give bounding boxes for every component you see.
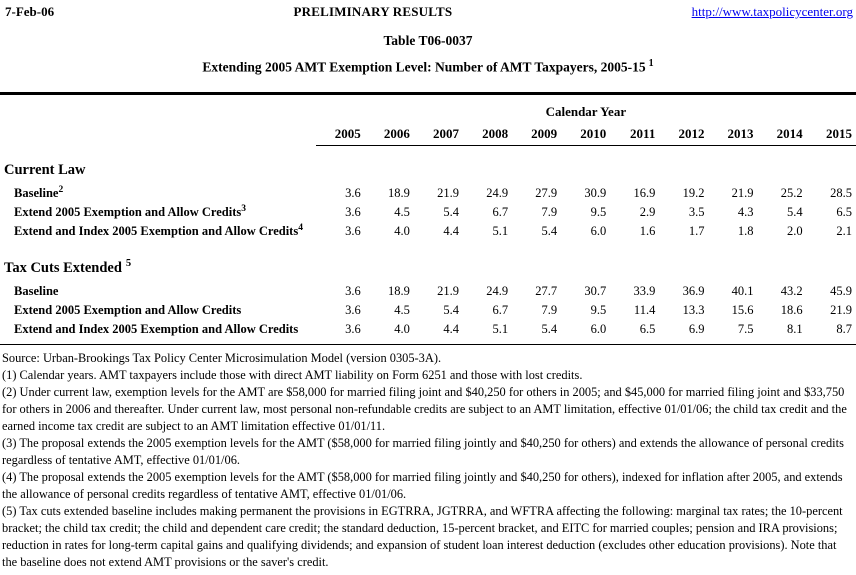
table-number: Table T06-0037 [383,33,473,48]
value-cell: 4.0 [394,321,410,336]
value-cell: 21.9 [437,283,459,298]
value-cell: 15.6 [731,302,754,317]
row-label-text: Extend and Index 2005 Exemption and Allow Credits [14,321,299,336]
calendar-year-header: Calendar Year [545,103,627,119]
value-cell: 3.5 [688,204,705,219]
year-header: 2015 [807,126,856,146]
value-cell: 7.5 [737,321,754,336]
value-cell: 3.6 [345,223,361,238]
value-cell: 1.7 [688,223,705,238]
year-header: 2009 [512,126,561,146]
value-cell: 5.4 [541,321,558,336]
table-row [0,220,856,239]
value-cell: 18.9 [388,283,410,298]
year-header: 2008 [463,126,512,146]
table-row [0,201,856,220]
spacer-row [0,239,856,255]
section-header-tax-cuts-extended [0,255,856,280]
value-cell: 18.6 [780,302,803,317]
year-header: 2005 [316,126,365,146]
value-cell: 27.7 [535,283,558,298]
year-header: 2011 [610,126,659,146]
value-cell: 4.5 [394,204,410,219]
value-cell: 25.2 [780,185,803,200]
value-cell: 8.7 [836,321,852,336]
footnote-5: (5) Tax cuts extended baseline includes making permanent the provisions in EGTRRA, JGTRRA, and WFTRA affecting the following: marginal tax rates; the 10-percent bracket; the child tax credit; the child and dependent care credit; the standard deduction, 15-percent bracket, and EITC for married couples; pension and IRA provisions; reduction in rates for long-term capital gains and qualifying dividends; and expansion of student loan interest deduction (excludes other education provisions). Note that the baseline does not extend AMT provisions or the saver's credit. [2,503,843,569]
year-header: 2010 [561,126,610,146]
value-cell: 36.9 [682,283,705,298]
row-label [0,299,316,318]
value-cell: 28.5 [830,185,852,200]
table-row [0,318,856,337]
table-row [0,182,856,201]
spacer-row [0,145,856,157]
value-cell: 4.0 [394,223,410,238]
value-cell: 21.9 [437,185,459,200]
value-cell: 5.4 [787,204,803,219]
value-cell: 3.6 [345,302,361,317]
value-cell: 33.9 [633,283,656,298]
footnote-2: (2) Under current law, exemption levels for the AMT are $58,000 for married filing joint and $40,250 for others in 2005; and $45,000 for married filing joint and $33,750 for others in 2006 and thereafter. Under current law, most personal non-refundable credits are subject to an AMT limitation, effective 01/01/06; the child tax credit and the earned income tax credit are subject to an AMT limitation effective 01/01/11. [2,384,847,433]
value-cell: 30.7 [584,283,607,298]
value-cell: 40.1 [731,283,754,298]
year-header: 2014 [758,126,807,146]
empty-cell [0,95,316,126]
value-cell: 6.7 [492,302,509,317]
footnotes [0,345,856,571]
value-cell: 16.9 [633,185,656,200]
table-row [0,299,856,318]
year-header: 2007 [414,126,463,146]
value-cell: 2.1 [836,223,852,238]
table-row [0,280,856,299]
value-cell: 30.9 [584,185,607,200]
empty-cell [0,126,316,146]
value-cell: 6.9 [688,321,705,336]
year-header: 2013 [708,126,757,146]
footnote-4: (4) The proposal extends the 2005 exemption levels for the AMT ($58,000 for married filing jointly and $40,250 for others), indexed for inflation after 2005, and extends the allowance of personal credits regardless of tentative AMT, effective 01/01/06. [2,469,843,501]
footnote-ref: 5 [125,257,132,269]
footnote-3: (3) The proposal extends the 2005 exemption levels for the AMT ($58,000 for married filing jointly and $40,250 for others) and extends the allowance of personal credits regardless of tentative AMT, effective 01/01/06. [2,435,844,467]
value-cell: 6.0 [590,321,607,336]
value-cell: 4.4 [443,223,459,238]
taxpolicycenter-link[interactable]: http://www.taxpolicycenter.org [691,4,853,19]
value-cell: 27.9 [535,185,558,200]
value-cell: 2.0 [787,223,803,238]
value-cell: 4.4 [443,321,459,336]
section-header-current-law [0,157,856,182]
value-cell: 9.5 [590,204,607,219]
row-label [0,318,316,337]
table-title [0,58,856,76]
value-cell: 6.5 [836,204,852,219]
footnote-ref: 4 [298,222,303,233]
value-cell: 9.5 [590,302,607,317]
section-title-text: Current Law [4,161,86,178]
value-cell: 7.9 [541,204,558,219]
value-cell: 21.9 [731,185,754,200]
value-cell: 1.8 [737,223,754,238]
value-cell: 3.6 [345,283,361,298]
footnote-ref: 3 [241,203,246,214]
value-cell: 1.6 [639,223,656,238]
value-cell: 8.1 [787,321,803,336]
value-cell: 5.1 [492,321,509,336]
value-cell: 7.9 [541,302,558,317]
row-label [0,220,316,239]
title-footnote-ref: 1 [648,58,654,69]
table-title-text: Extending 2005 AMT Exemption Level: Number of AMT Taxpayers, 2005-15 [202,59,646,75]
value-cell: 4.5 [394,302,410,317]
value-cell: 43.2 [780,283,803,298]
value-cell: 3.6 [345,204,361,219]
document-date: 7-Feb-06 [5,4,55,19]
value-cell: 5.1 [492,223,509,238]
value-cell: 45.9 [830,283,852,298]
row-label-text: Baseline [14,185,59,200]
value-cell: 5.4 [443,302,459,317]
calendar-year-row [0,95,856,126]
value-cell: 19.2 [682,185,705,200]
document-header [0,0,856,20]
title-block [0,33,856,76]
value-cell: 4.3 [737,204,754,219]
footnote-source: Source: Urban-Brookings Tax Policy Center Microsimulation Model (version 0305-3A). [2,350,442,365]
value-cell: 5.4 [443,204,459,219]
section-header-row [0,255,856,280]
row-label-text: Extend 2005 Exemption and Allow Credits [14,302,242,317]
year-header: 2012 [659,126,708,146]
footnote-1: (1) Calendar years. AMT taxpayers include those with direct AMT liability on Form 6251 and those with lost credits. [2,367,583,382]
value-cell: 13.3 [682,302,705,317]
row-label [0,201,316,220]
section-header-row [0,157,856,182]
preliminary-results-label: PRELIMINARY RESULTS [293,4,453,19]
value-cell: 3.6 [345,321,361,336]
amt-taxpayers-table [0,95,856,337]
year-header-row [0,126,856,146]
year-header: 2006 [365,126,414,146]
section-title-text: Tax Cuts Extended [4,259,122,276]
value-cell: 18.9 [388,185,410,200]
footnote-ref [86,160,90,171]
value-cell: 6.0 [590,223,607,238]
row-label [0,280,316,299]
row-label-text: Extend and Index 2005 Exemption and Allow Credits [14,223,299,238]
value-cell: 11.4 [633,302,656,317]
value-cell: 3.6 [345,185,361,200]
value-cell: 6.7 [492,204,509,219]
footnote-ref: 2 [58,184,64,195]
row-label [0,182,316,201]
value-cell: 24.9 [486,185,509,200]
value-cell: 5.4 [541,223,558,238]
value-cell: 6.5 [639,321,656,336]
row-label-text: Extend 2005 Exemption and Allow Credits [14,204,242,219]
value-cell: 21.9 [830,302,852,317]
row-label-text: Baseline [14,283,59,298]
value-cell: 2.9 [639,204,656,219]
value-cell: 24.9 [486,283,509,298]
